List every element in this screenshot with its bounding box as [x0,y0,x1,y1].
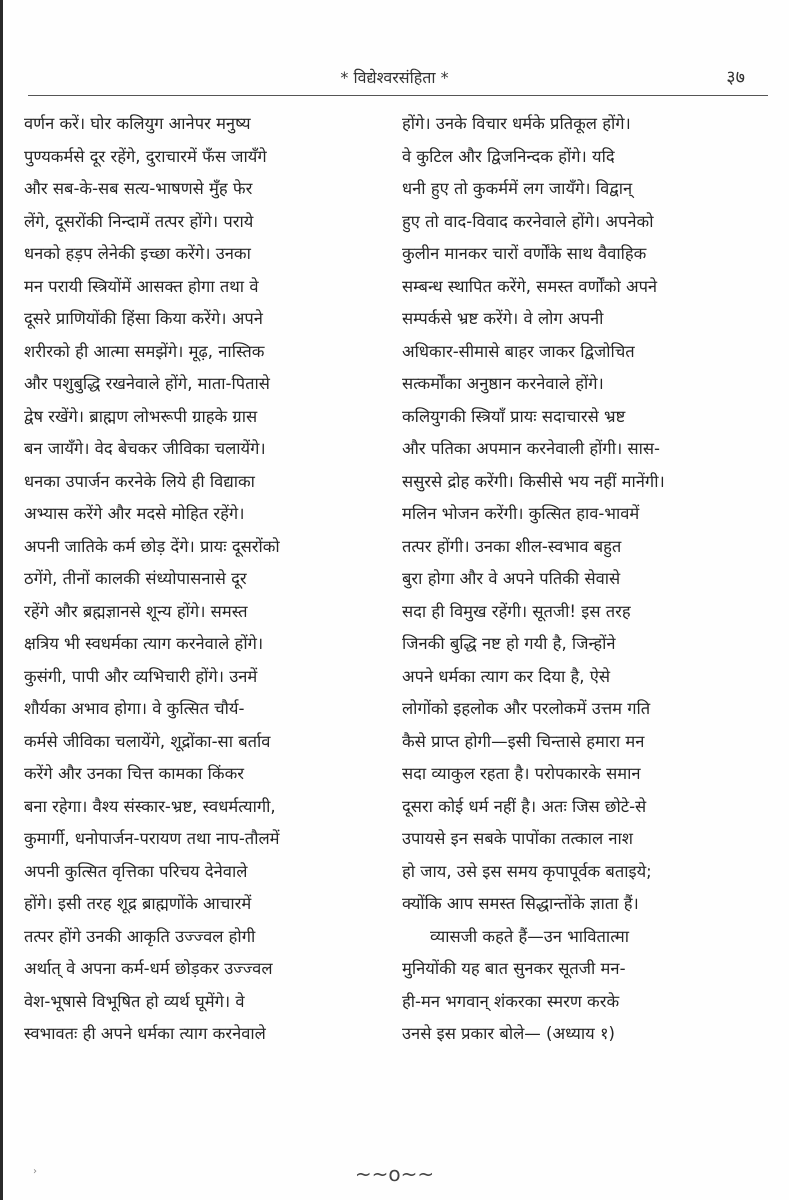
text-line: ठगेंगे, तीनों कालकी संध्योपासनासे दूर [24,569,247,588]
text-line: वर्णन करें। घोर कलियुग आनेपर मनुष्य [24,114,251,133]
text-line: उपायसे इन सबके पापोंका तत्काल नाश [402,829,634,848]
running-header [0,66,789,90]
text-line: मलिन भोजन करेंगी। कुत्सित हाव-भावमें [402,504,640,523]
text-line: कलियुगकी स्त्रियाँ प्रायः सदाचारसे भ्रष्ट [402,406,626,426]
text-line: होंगे। उनके विचार धर्मके प्रतिकूल होंगे। [402,114,631,133]
corner-mark: › [33,1166,37,1177]
text-line: लेंगे, दूसरोंकी निन्दामें तत्पर होंगे। पराये [24,211,254,231]
text-line: धनको हड़प लेनेकी इच्छा करेंगे। उनका [24,244,251,263]
text-line: धनका उपार्जन करनेके लिये ही विद्याका [24,471,255,491]
text-line: ससुरसे द्रोह करेंगी। किसीसे भय नहीं मानेंगी। [402,471,665,491]
text-line: स्वभावतः ही अपने धर्मका त्याग करनेवाले [24,1024,266,1043]
text-line: दूसरा कोई धर्म नहीं है। अतः जिस छोटे-से [402,796,647,816]
text-line: हुए तो वाद-विवाद करनेवाले होंगे। अपनेको [402,211,654,231]
text-line: धनी हुए तो कुकर्ममें लग जायँगे। विद्वान् [402,179,633,198]
text-line: मुनियोंकी यह बात सुनकर सूतजी मन- [402,959,626,978]
text-line: हो जाय, उसे इस समय कृपापूर्वक बताइये; [402,861,652,881]
left-text-column [24,108,392,1051]
page-number: ३७ [726,67,745,88]
text-line: सत्कर्मोंका अनुष्ठान करनेवाले होंगे। [402,374,604,393]
text-line: कुमार्गी, धनोपार्जन-परायण तथा नाप-तौलमें [24,829,280,848]
text-line: व्यासजी कहते हैं—उन भावितात्मा [430,926,629,946]
text-line: कुसंगी, पापी और व्यभिचारी होंगे। उनमें [24,666,258,686]
text-line: सदा ही विमुख रहेंगी। सूतजी! इस तरह [402,601,631,621]
text-line: वेश-भूषासे विभूषित हो व्यर्थ घूमेंगे। वे [24,991,245,1011]
text-line: और सब-के-सब सत्य-भाषणसे मुँह फेर [24,179,253,198]
running-title: * विद्येश्वरसंहिता * [340,68,449,87]
text-line: जिनकी बुद्धि नष्ट हो गयी है, जिन्होंने [402,634,616,653]
text-line: पुण्यकर्मसे दूर रहेंगे, दुराचारमें फँस जायँगे [24,146,267,166]
text-line: ही-मन भगवान् शंकरका स्मरण करके [402,991,620,1011]
text-line: बना रहेगा। वैश्य संस्कार-भ्रष्ट, स्वधर्मत्यागी, [24,796,276,816]
header-rule [28,95,768,96]
text-line: लोगोंको इहलोक और परलोकमें उत्तम गति [402,699,651,718]
text-line: तत्पर होंगी। उनका शील-स्वभाव बहुत [402,536,622,556]
footer-ornament: ~~o~~ [354,1162,435,1186]
text-line: बन जायँगे। वेद बेचकर जीविका चलायेंगे। [24,439,266,458]
right-text-column [402,108,770,1051]
text-line: सम्बन्ध स्थापित करेंगे, समस्त वर्णोंको अपने [402,276,658,296]
text-line: कैसे प्राप्त होगी—इसी चिन्तासे हमारा मन [402,731,645,751]
text-line: दूसरे प्राणियोंकी हिंसा किया करेंगे। अपने [24,309,263,328]
text-line: कुलीन मानकर चारों वर्णोंके साथ वैवाहिक [402,244,647,263]
text-line: सम्पर्कसे भ्रष्ट करेंगे। वे लोग अपनी [402,309,604,328]
text-line: तत्पर होंगे उनकी आकृति उज्ज्वल होगी [24,926,256,946]
text-line: शौर्यका अभाव होगा। वे कुत्सित चौर्य- [24,699,245,718]
text-line: बुरा होगा और वे अपने पतिकी सेवासे [402,569,621,588]
text-line: अधिकार-सीमासे बाहर जाकर द्विजोचित [402,341,635,361]
text-line: और पशुबुद्धि रखनेवाले होंगे, माता-पितासे [24,374,270,393]
text-line: रहेंगे और ब्रह्मज्ञानसे शून्य होंगे। समस्त [24,601,248,621]
text-line: उनसे इस प्रकार बोले— (अध्याय १) [402,1024,615,1043]
text-line: करेंगे और उनका चित्त कामका किंकर [24,764,244,783]
text-line: वे कुटिल और द्विजनिन्दक होंगे। यदि [402,146,615,166]
text-line: क्षत्रिय भी स्वधर्मका त्याग करनेवाले होंगे। [24,634,264,653]
text-line: शरीरको ही आत्मा समझेंगे। मूढ़, नास्तिक [24,341,265,361]
text-line: अर्थात् वे अपना कर्म-धर्म छोड़कर उज्ज्वल [24,959,273,978]
text-line: अभ्यास करेंगे और मदसे मोहित रहेंगे। [24,504,245,523]
text-line: होंगे। इसी तरह शूद्र ब्राह्मणोंके आचारमें [24,894,252,913]
text-line: और पतिका अपमान करनेवाली होंगी। सास- [402,439,660,458]
text-line: मन परायी स्त्रियोंमें आसक्त होगा तथा वे [24,276,259,296]
text-line: अपने धर्मका त्याग कर दिया है, ऐसे [402,666,611,686]
page-edge-shadow [0,0,3,1200]
text-line: कर्मसे जीविका चलायेंगे, शूद्रोंका-सा बर्ताव [24,731,271,751]
text-line: द्वेष रखेंगे। ब्राह्मण लोभरूपी ग्राहके ग्रास [24,406,258,426]
text-line: क्योंकि आप समस्त सिद्धान्तोंके ज्ञाता हैं। [402,894,639,913]
text-line: अपनी जातिके कर्म छोड़ देंगे। प्रायः दूसरोंको [24,536,280,556]
text-line: सदा व्याकुल रहता है। परोपकारके समान [402,764,641,783]
text-line: अपनी कुत्सित वृत्तिका परिचय देनेवाले [24,861,248,881]
